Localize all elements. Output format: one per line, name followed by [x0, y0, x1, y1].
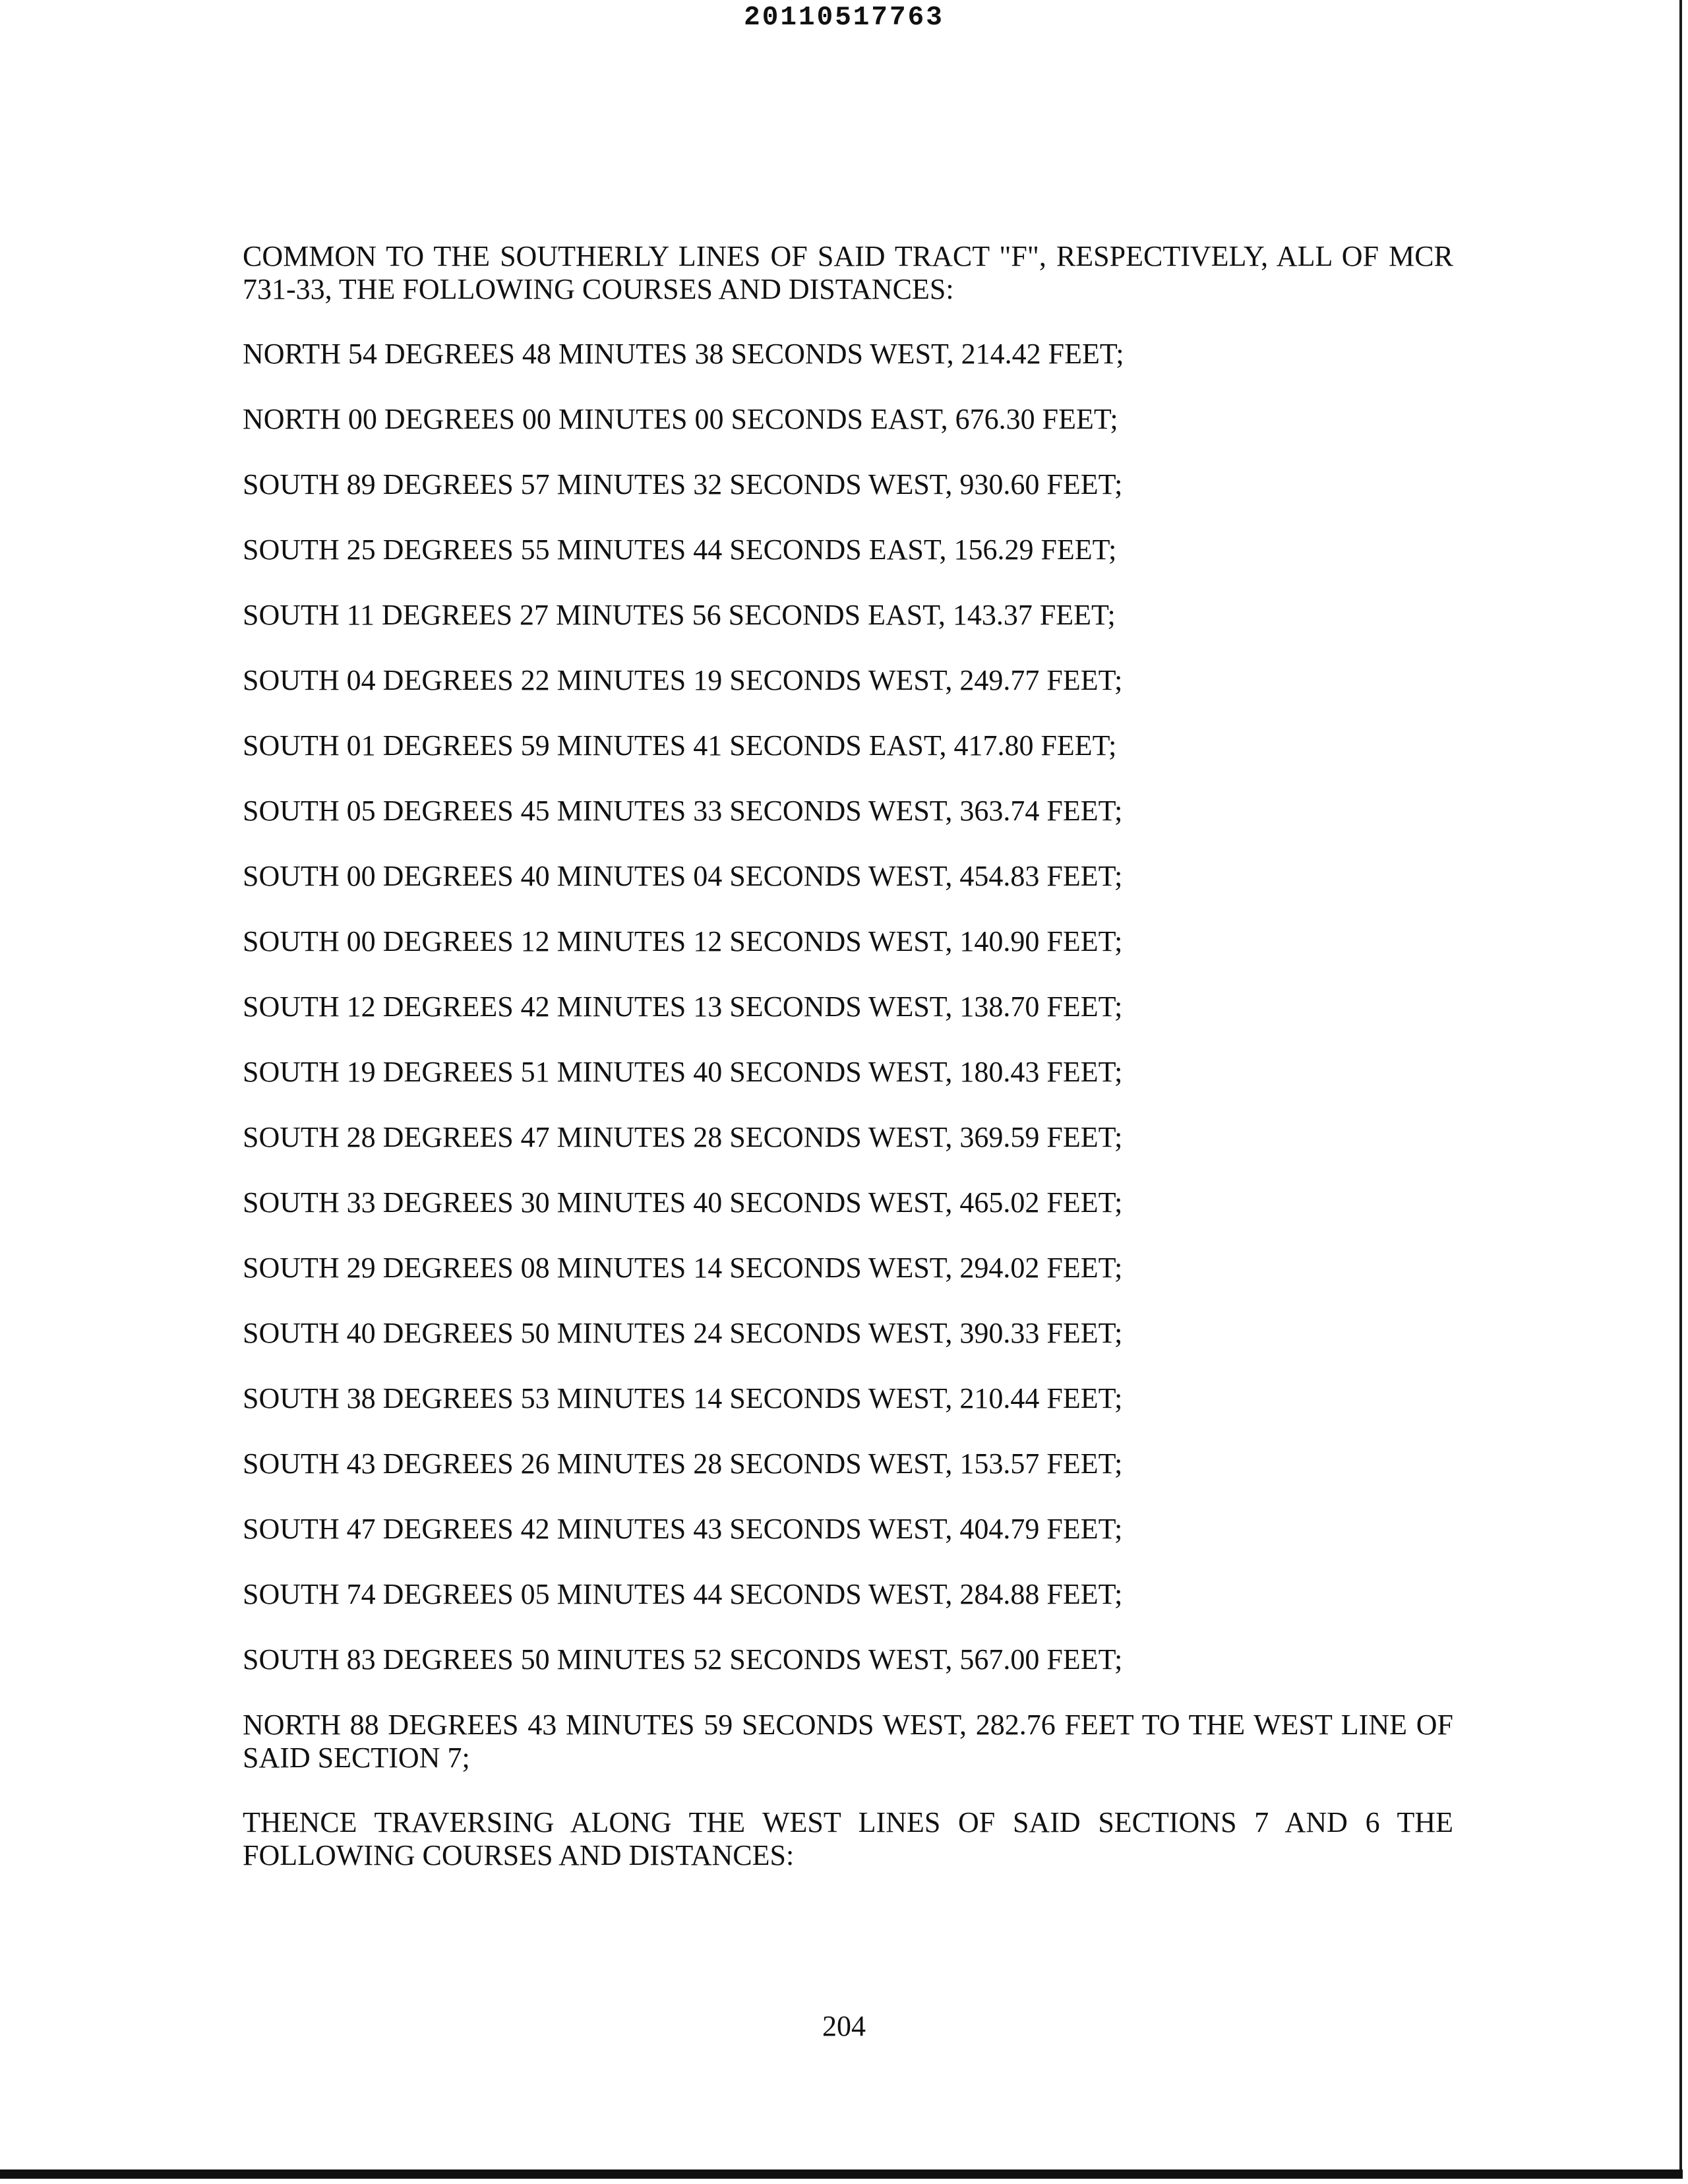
course-line: SOUTH 89 DEGREES 57 MINUTES 32 SECONDS WEST, 930.60 FEET;	[243, 468, 1123, 501]
course-line: SOUTH 00 DEGREES 12 MINUTES 12 SECONDS WEST, 140.90 FEET;	[243, 925, 1123, 957]
closing-paragraph: THENCE TRAVERSING ALONG THE WEST LINES OF SAID SECTIONS 7 AND 6 THE FOLLOWING COURSES AND DISTANCES:	[243, 1806, 1453, 1871]
legal-description-body	[243, 240, 1453, 1904]
course-line: SOUTH 83 DEGREES 50 MINUTES 52 SECONDS WEST, 567.00 FEET;	[243, 1643, 1123, 1676]
course-line: SOUTH 25 DEGREES 55 MINUTES 44 SECONDS EAST, 156.29 FEET;	[243, 533, 1117, 566]
course-list	[243, 338, 1453, 1709]
page-number: 204	[822, 2010, 866, 2042]
course-line: SOUTH 38 DEGREES 53 MINUTES 14 SECONDS WEST, 210.44 FEET;	[243, 1382, 1123, 1414]
course-line: NORTH 00 DEGREES 00 MINUTES 00 SECONDS EAST, 676.30 FEET;	[243, 403, 1118, 435]
course-line: SOUTH 74 DEGREES 05 MINUTES 44 SECONDS WEST, 284.88 FEET;	[243, 1578, 1123, 1610]
course-line: SOUTH 29 DEGREES 08 MINUTES 14 SECONDS WEST, 294.02 FEET;	[243, 1252, 1123, 1284]
course-line: SOUTH 01 DEGREES 59 MINUTES 41 SECONDS EAST, 417.80 FEET;	[243, 729, 1117, 762]
course-line: SOUTH 40 DEGREES 50 MINUTES 24 SECONDS WEST, 390.33 FEET;	[243, 1317, 1123, 1349]
course-line: SOUTH 05 DEGREES 45 MINUTES 33 SECONDS WEST, 363.74 FEET;	[243, 795, 1123, 827]
course-line: SOUTH 19 DEGREES 51 MINUTES 40 SECONDS WEST, 180.43 FEET;	[243, 1056, 1123, 1088]
course-line: SOUTH 12 DEGREES 42 MINUTES 13 SECONDS WEST, 138.70 FEET;	[243, 990, 1123, 1023]
course-line: NORTH 54 DEGREES 48 MINUTES 38 SECONDS WEST, 214.42 FEET;	[243, 338, 1124, 370]
final-course-paragraph: NORTH 88 DEGREES 43 MINUTES 59 SECONDS WEST, 282.76 FEET TO THE WEST LINE OF SAID SECTION 7;	[243, 1709, 1453, 1774]
course-line: SOUTH 33 DEGREES 30 MINUTES 40 SECONDS WEST, 465.02 FEET;	[243, 1186, 1123, 1219]
course-line: SOUTH 00 DEGREES 40 MINUTES 04 SECONDS WEST, 454.83 FEET;	[243, 860, 1123, 892]
intro-paragraph: COMMON TO THE SOUTHERLY LINES OF SAID TRACT "F", RESPECTIVELY, ALL OF MCR 731-33, THE FOLLOWING COURSES AND DISTANCES:	[243, 240, 1453, 305]
document-number: 20110517763	[744, 3, 944, 33]
course-line: SOUTH 43 DEGREES 26 MINUTES 28 SECONDS WEST, 153.57 FEET;	[243, 1447, 1123, 1480]
page-right-border	[1679, 0, 1682, 2169]
page-bottom-border	[0, 2169, 1683, 2179]
course-line: SOUTH 28 DEGREES 47 MINUTES 28 SECONDS WEST, 369.59 FEET;	[243, 1121, 1123, 1153]
course-line: SOUTH 47 DEGREES 42 MINUTES 43 SECONDS WEST, 404.79 FEET;	[243, 1513, 1123, 1545]
course-line: SOUTH 11 DEGREES 27 MINUTES 56 SECONDS EAST, 143.37 FEET;	[243, 599, 1116, 631]
course-line: SOUTH 04 DEGREES 22 MINUTES 19 SECONDS WEST, 249.77 FEET;	[243, 664, 1123, 696]
